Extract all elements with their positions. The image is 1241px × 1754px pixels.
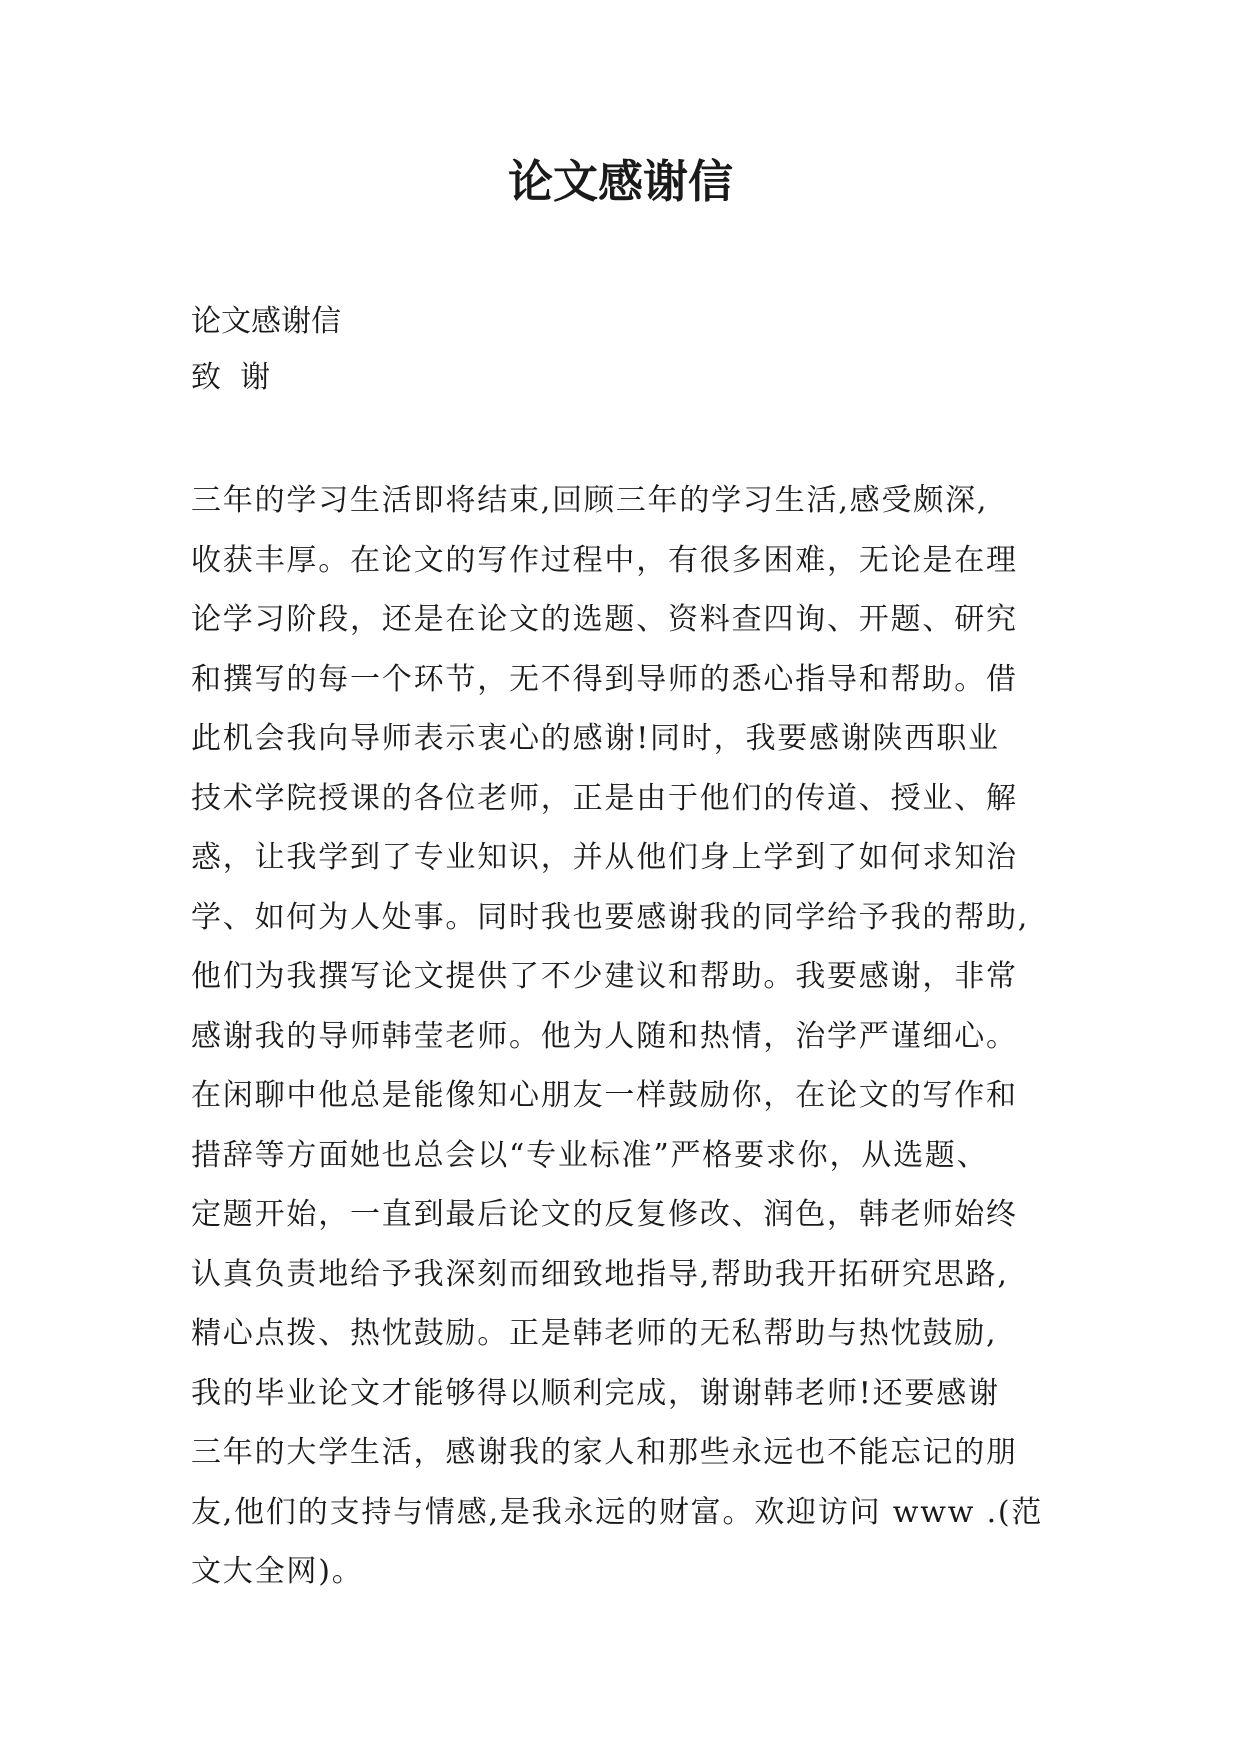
acknowledgement-heading: 致 谢 bbox=[191, 360, 271, 395]
paragraph-line: 在闲聊中他总是能像知心朋友一样鼓励你，在论文的写作和 bbox=[191, 1078, 1018, 1113]
paragraph-line: 他们为我撰写论文提供了不少建议和帮助。我要感谢，非常 bbox=[191, 959, 1018, 994]
paragraph-line: 三年的学习生活即将结束,回顾三年的学习生活,感受颇深, bbox=[191, 483, 989, 518]
paragraph-line: 感谢我的导师韩莹老师。他为人随和热情，治学严谨细心。 bbox=[191, 1018, 1018, 1054]
paragraph-line: 友,他们的支持与情感,是我永远的财富。欢迎访问 www .(范 bbox=[191, 1494, 1044, 1530]
acknowledgement-paragraph bbox=[191, 471, 1061, 1602]
paragraph-line: 技术学院授课的各位老师，正是由于他们的传道、授业、解 bbox=[191, 780, 1018, 816]
paragraph-line: 三年的大学生活，感谢我的家人和那些永远也不能忘记的朋 bbox=[191, 1435, 1018, 1470]
paragraph-line: 我的毕业论文才能够得以顺利完成，谢谢韩老师!还要感谢 bbox=[191, 1375, 1000, 1411]
paragraph-line: 认真负责地给予我深刻而细致地指导,帮助我开拓研究思路, bbox=[191, 1256, 1009, 1292]
paragraph-line: 精心点拨、热忱鼓励。正是韩老师的无私帮助与热忱鼓励, bbox=[191, 1316, 998, 1351]
paragraph-line: 学、如何为人处事。同时我也要感谢我的同学给予我的帮助, bbox=[191, 899, 1030, 935]
paragraph-line: 措辞等方面她也总会以“专业标准”严格要求你，从选题、 bbox=[191, 1137, 989, 1173]
paragraph-line: 文大全网)。 bbox=[191, 1554, 364, 1589]
document-subtitle: 论文感谢信 bbox=[191, 304, 341, 339]
paragraph-line: 和撰写的每一个环节，无不得到导师的悉心指导和帮助。借 bbox=[191, 661, 1018, 697]
paragraph-line: 论学习阶段，还是在论文的选题、资料查四询、开题、研究 bbox=[191, 602, 1018, 637]
paragraph-line: 定题开始，一直到最后论文的反复修改、润色，韩老师始终 bbox=[191, 1197, 1018, 1232]
paragraph-line: 收获丰厚。在论文的写作过程中，有很多困难，无论是在理 bbox=[191, 542, 1018, 578]
document-title: 论文感谢信 bbox=[507, 155, 733, 208]
paragraph-line: 惑，让我学到了专业知识，并从他们身上学到了如何求知治 bbox=[191, 840, 1018, 875]
paragraph-line: 此机会我向导师表示衷心的感谢!同时，我要感谢陕西职业 bbox=[191, 721, 1000, 756]
